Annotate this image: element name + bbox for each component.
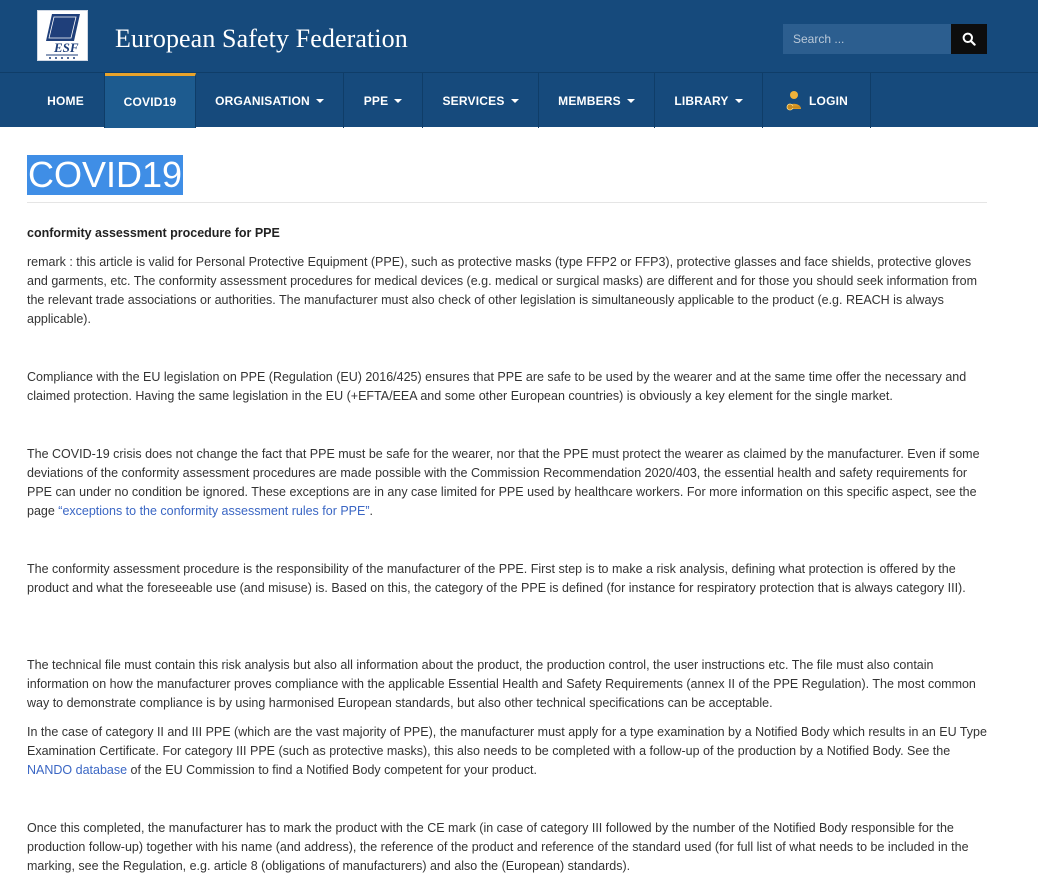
nav-members[interactable] — [539, 73, 655, 128]
site-title[interactable]: European Safety Federation — [115, 24, 408, 53]
caret-down-icon — [735, 99, 743, 103]
nav-library-label: LIBRARY — [674, 93, 729, 108]
paragraph-technical-file: The technical file must contain this risk analysis but also all information about the product, the production control, the user instructions etc. The file must also contain information on how the manufacturer proves compliance with the applicable Essential Health and Safety Requirements (annex II of the PPE Regulation). The most common way to demonstrate compliance is by using harmonised European standards, but also other technical specifications can be acceptable. — [27, 658, 976, 710]
exceptions-link[interactable]: “exceptions to the conformity assessment rules for PPE” — [58, 504, 370, 518]
nav-library[interactable] — [655, 73, 763, 128]
page-title: COVID19 — [28, 154, 183, 195]
nav-ppe-label: PPE — [363, 93, 389, 108]
nav-covid19[interactable] — [105, 73, 196, 128]
search-button[interactable] — [951, 24, 987, 54]
paragraph-compliance: Compliance with the EU legislation on PPE (Regulation (EU) 2016/425) ensures that PPE are safe to be used by the wearer and at the same time offer the necessary and claimed protection. Having the same legislation in the EU (+EFTA/EEA and some other European countries) is obviously a key element for the single market. — [27, 370, 967, 403]
nav-login[interactable] — [763, 73, 871, 128]
search-icon — [962, 32, 976, 46]
paragraph-text: In the case of category II and III PPE (which are the vast majority of PPE), the manufacturer must apply for a type examination by a Notified Body which results in an EU Type Examination Certificate. For category III PPE (such as protective masks), this also needs to be completed with a follow-up of the production by a Notified Body. See the — [27, 725, 987, 758]
user-key-icon — [785, 89, 805, 113]
nav-services[interactable] — [423, 73, 539, 128]
paragraph-category — [27, 723, 987, 780]
search-form — [783, 24, 987, 54]
svg-text:ESF: ESF — [54, 40, 79, 55]
nando-database-link[interactable]: NANDO database — [27, 763, 128, 777]
nav-home-label: HOME — [47, 93, 84, 108]
nav-members-label: MEMBERS — [558, 93, 621, 108]
caret-down-icon — [627, 99, 635, 103]
caret-down-icon — [394, 99, 402, 103]
paragraph-covid-crisis — [27, 445, 987, 521]
nav-organisation-label: ORGANISATION — [215, 93, 310, 108]
paragraph-responsibility: The conformity assessment procedure is the responsibility of the manufacturer of the PPE. First step is to make a risk analysis, defining what protection is offered by the product and what the foreseeable use (and misuse) is. Based on this, the category of the PPE is defined (for instance for respiratory protection that is always category III). — [27, 562, 966, 595]
caret-down-icon — [511, 99, 519, 103]
main-nav — [0, 72, 1038, 127]
paragraph-text: . — [369, 504, 374, 518]
article-subheading: conformity assessment procedure for PPE — [27, 226, 280, 240]
paragraph-ce-mark: Once this completed, the manufacturer has to mark the product with the CE mark (in case of category III followed by the number of the Notified Body responsible for the production follow-up) together with his name (and address), the reference of the product and reference of the standard used (for full list of what needs to be included in the marking, see the Regulation, e.g. article 8 (obligations of manufacturers) and also the (European) standards). — [27, 821, 969, 873]
nav-organisation[interactable] — [196, 73, 344, 128]
paragraph-text: The COVID-19 crisis does not change the fact that PPE must be safe for the wearer, nor that the PPE must protect the wearer as claimed by the manufacturer. Even if some deviations of the conformity assessment procedures are made possible with the Commission Recommendation 2020/403, the essential health and safety requirements for PPE can under no condition be ignored. These exceptions are in any case limited for PPE used by healthcare workers. For more information on this specific aspect, see the page — [27, 447, 980, 518]
nav-ppe[interactable] — [344, 73, 423, 128]
nav-covid19-label: COVID19 — [123, 95, 177, 109]
nav-login-label: LOGIN — [809, 93, 848, 108]
nav-services-label: SERVICES — [442, 93, 505, 108]
divider — [27, 202, 987, 203]
paragraph-text: of the EU Commission to find a Notified Body competent for your product. — [127, 763, 537, 777]
paragraph-remark: remark : this article is valid for Personal Protective Equipment (PPE), such as protective masks (type FFP2 or FFP3), protective glasses and face shields, protective gloves and garments, etc. The conformity assessment procedures for medical devices (e.g. medical or surgical masks) are different and for those you should seek information from the relevant trade associations or authorities. The manufacturer must also check of other legislation is simultaneously applicable to the product (e.g. REACH is always applicable). — [27, 255, 977, 326]
esf-logo[interactable] — [37, 10, 88, 61]
site-header — [0, 0, 1038, 72]
search-input[interactable] — [783, 24, 951, 54]
nav-home[interactable] — [27, 73, 105, 128]
esf-logo-icon — [38, 11, 87, 60]
caret-down-icon — [316, 99, 324, 103]
